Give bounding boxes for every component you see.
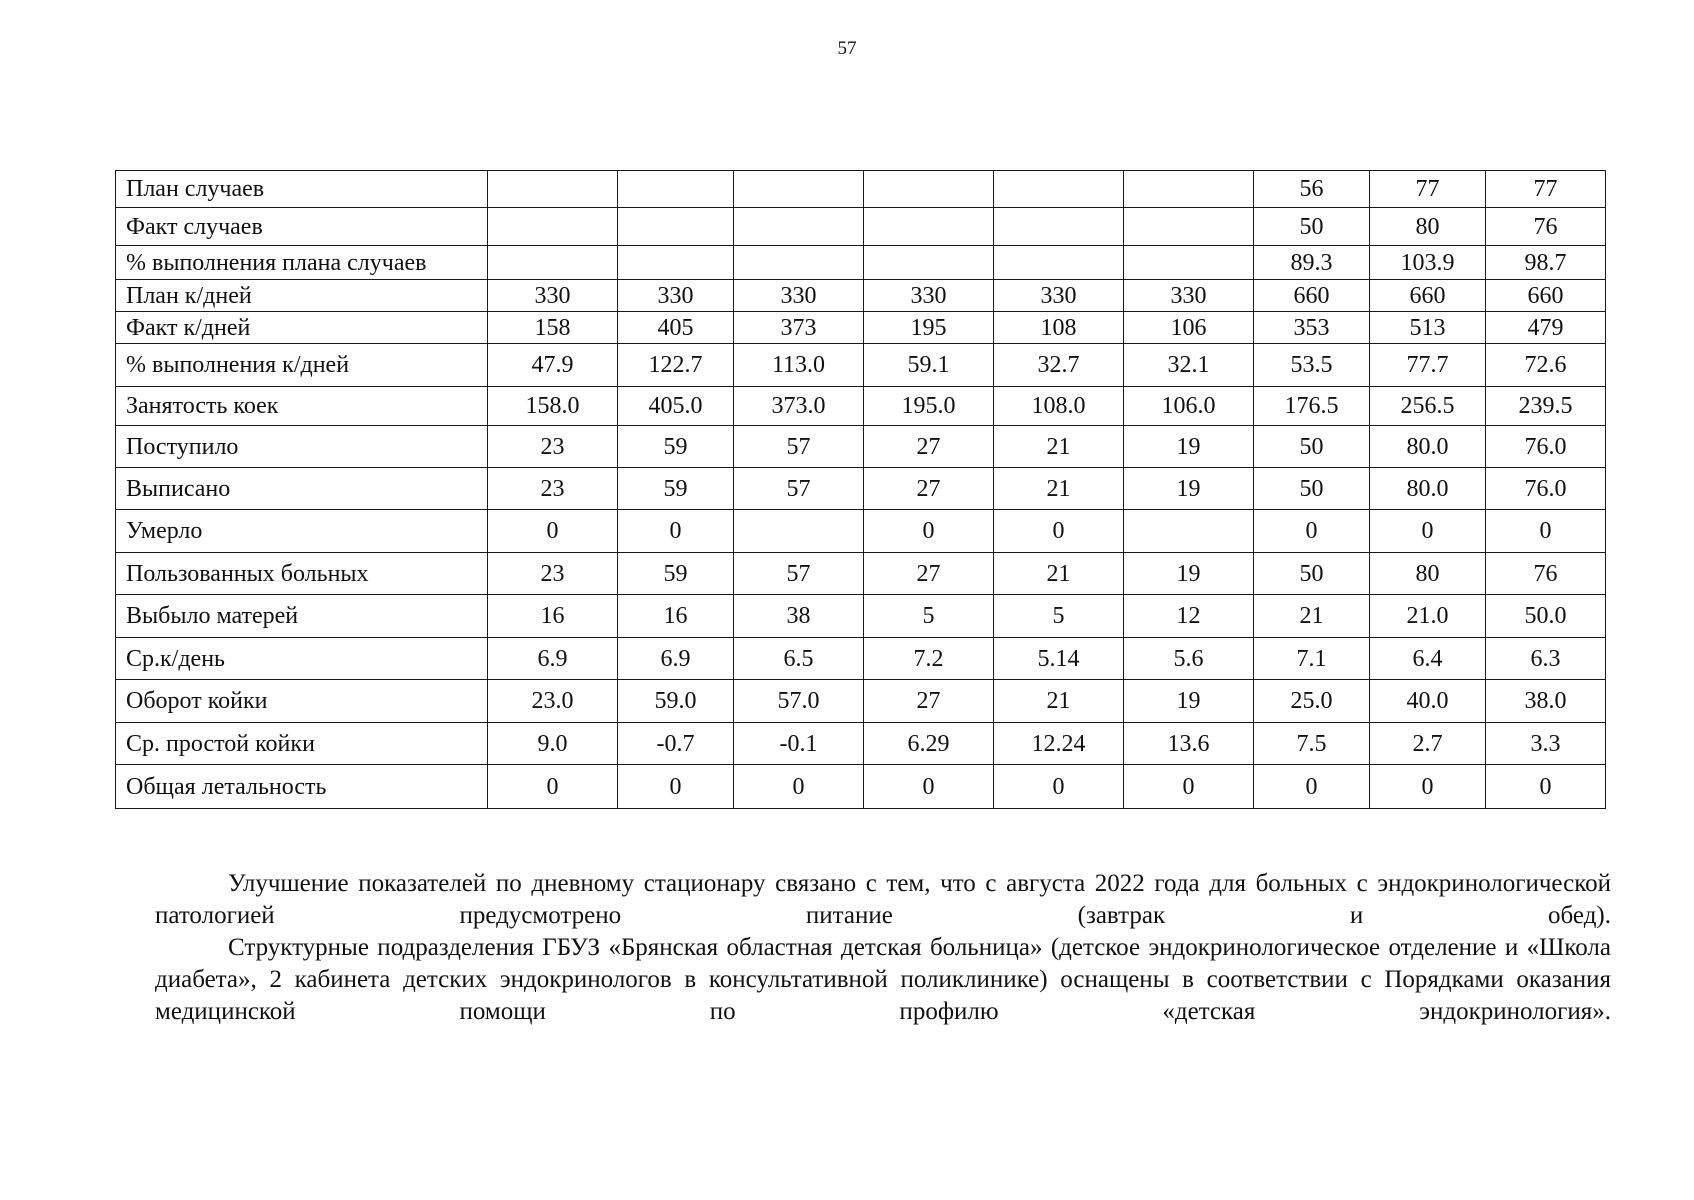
table-cell: 76.0: [1486, 468, 1606, 510]
table-row: [116, 171, 1606, 208]
table-cell: 53.5: [1254, 344, 1370, 387]
table-cell: [864, 171, 994, 208]
table-cell: 106.0: [1124, 387, 1254, 426]
table-cell: 23: [488, 468, 618, 510]
table-cell: 330: [1124, 280, 1254, 312]
table-cell: 0: [864, 510, 994, 553]
table-cell: 47.9: [488, 344, 618, 387]
table-cell: [734, 171, 864, 208]
table-cell: 122.7: [618, 344, 734, 387]
table-cell: 5.14: [994, 638, 1124, 680]
table-row: [116, 723, 1606, 765]
table-cell: [488, 246, 618, 280]
table-cell: 21: [994, 680, 1124, 723]
table-cell: -0.1: [734, 723, 864, 765]
table-cell: 89.3: [1254, 246, 1370, 280]
table-cell: 77: [1486, 171, 1606, 208]
table-cell: [488, 171, 618, 208]
table-cell: 80: [1370, 553, 1486, 595]
table-cell: 405: [618, 312, 734, 344]
table-cell: 50.0: [1486, 595, 1606, 638]
table-cell: 0: [994, 765, 1124, 809]
table-cell: [734, 246, 864, 280]
table-row: [116, 312, 1606, 344]
row-label: Оборот койки: [116, 680, 488, 723]
table-cell: 21: [1254, 595, 1370, 638]
table-cell: 16: [618, 595, 734, 638]
table-cell: 50: [1254, 208, 1370, 246]
paragraph: Улучшение показателей по дневному стационару связано с тем, что с августа 2022 года для больных с эндокринологической патологией предусмотрено питание (завтрак и обед).: [155, 870, 1611, 929]
table-cell: 19: [1124, 680, 1254, 723]
table-cell: 158: [488, 312, 618, 344]
table-cell: 176.5: [1254, 387, 1370, 426]
table-cell: 27: [864, 680, 994, 723]
table-cell: 6.9: [488, 638, 618, 680]
table-cell: 32.1: [1124, 344, 1254, 387]
table-cell: 0: [488, 510, 618, 553]
row-label: Общая летальность: [116, 765, 488, 809]
table-cell: 77: [1370, 171, 1486, 208]
table-cell: 0: [618, 510, 734, 553]
page-number: 57: [837, 38, 857, 59]
table-cell: 21.0: [1370, 595, 1486, 638]
table-cell: 239.5: [1486, 387, 1606, 426]
table-cell: 0: [734, 765, 864, 809]
table-row: [116, 426, 1606, 468]
row-label: Умерло: [116, 510, 488, 553]
table-cell: 40.0: [1370, 680, 1486, 723]
table-cell: 330: [994, 280, 1124, 312]
table-cell: 0: [1486, 510, 1606, 553]
table-cell: [1124, 510, 1254, 553]
table-cell: 56: [1254, 171, 1370, 208]
table-cell: 195.0: [864, 387, 994, 426]
row-label: План случаев: [116, 171, 488, 208]
table-cell: 0: [1254, 510, 1370, 553]
table-cell: [734, 208, 864, 246]
table-cell: 21: [994, 426, 1124, 468]
row-label: % выполнения к/дней: [116, 344, 488, 387]
table-cell: 50: [1254, 553, 1370, 595]
row-label: Факт случаев: [116, 208, 488, 246]
table-cell: 27: [864, 553, 994, 595]
row-label: Факт к/дней: [116, 312, 488, 344]
table-row: [116, 765, 1606, 809]
row-label: % выполнения плана случаев: [116, 246, 488, 280]
table-cell: 6.9: [618, 638, 734, 680]
table-cell: 479: [1486, 312, 1606, 344]
table-cell: 57: [734, 553, 864, 595]
table-cell: 59: [618, 468, 734, 510]
table-cell: 106: [1124, 312, 1254, 344]
table-cell: 6.4: [1370, 638, 1486, 680]
table-cell: 0: [488, 765, 618, 809]
table-cell: 12: [1124, 595, 1254, 638]
table-cell: [994, 171, 1124, 208]
table-cell: 57: [734, 426, 864, 468]
table-cell: 330: [488, 280, 618, 312]
table-row: [116, 680, 1606, 723]
table-cell: 12.24: [994, 723, 1124, 765]
table-row: [116, 595, 1606, 638]
table-cell: 98.7: [1486, 246, 1606, 280]
table-cell: 0: [618, 765, 734, 809]
table-cell: 59: [618, 553, 734, 595]
table-cell: 13.6: [1124, 723, 1254, 765]
table-cell: 23.0: [488, 680, 618, 723]
table-cell: 38: [734, 595, 864, 638]
table-cell: 513: [1370, 312, 1486, 344]
table-row: [116, 387, 1606, 426]
table-cell: 21: [994, 468, 1124, 510]
table-cell: 23: [488, 426, 618, 468]
table-row: [116, 280, 1606, 312]
table-cell: 50: [1254, 426, 1370, 468]
table-cell: 0: [1124, 765, 1254, 809]
table-cell: 158.0: [488, 387, 618, 426]
table-cell: 16: [488, 595, 618, 638]
table-cell: [1124, 246, 1254, 280]
table-cell: 660: [1254, 280, 1370, 312]
table-cell: 72.6: [1486, 344, 1606, 387]
body-text: [155, 868, 1611, 1028]
table-cell: 2.7: [1370, 723, 1486, 765]
table-cell: [864, 208, 994, 246]
row-label: Выбыло матерей: [116, 595, 488, 638]
row-label: Пользованных больных: [116, 553, 488, 595]
table-cell: 7.1: [1254, 638, 1370, 680]
table-row: [116, 638, 1606, 680]
row-label: План к/дней: [116, 280, 488, 312]
statistics-table: [115, 170, 1606, 809]
table-row: [116, 510, 1606, 553]
table-cell: 23: [488, 553, 618, 595]
row-label: Ср. простой койки: [116, 723, 488, 765]
table-cell: 0: [994, 510, 1124, 553]
table-cell: 80.0: [1370, 426, 1486, 468]
table-cell: 25.0: [1254, 680, 1370, 723]
table-cell: 7.5: [1254, 723, 1370, 765]
table-cell: [994, 208, 1124, 246]
table-cell: 77.7: [1370, 344, 1486, 387]
table-cell: 59.0: [618, 680, 734, 723]
table-cell: 660: [1486, 280, 1606, 312]
table-cell: 6.3: [1486, 638, 1606, 680]
row-label: Ср.к/день: [116, 638, 488, 680]
table-cell: 59: [618, 426, 734, 468]
table-cell: 27: [864, 468, 994, 510]
table-cell: 3.3: [1486, 723, 1606, 765]
table-row: [116, 208, 1606, 246]
table-cell: 19: [1124, 426, 1254, 468]
table-cell: 32.7: [994, 344, 1124, 387]
table-cell: [994, 246, 1124, 280]
table-cell: 373: [734, 312, 864, 344]
table-row: [116, 553, 1606, 595]
table-cell: 59.1: [864, 344, 994, 387]
table-cell: 6.29: [864, 723, 994, 765]
table-cell: 103.9: [1370, 246, 1486, 280]
table-cell: 5: [864, 595, 994, 638]
table-cell: 256.5: [1370, 387, 1486, 426]
table-cell: 57.0: [734, 680, 864, 723]
table-cell: 6.5: [734, 638, 864, 680]
table-body: [116, 171, 1606, 809]
table-cell: [734, 510, 864, 553]
table-cell: 19: [1124, 553, 1254, 595]
table-cell: [864, 246, 994, 280]
table-row: [116, 246, 1606, 280]
table-cell: 0: [1486, 765, 1606, 809]
table-cell: 76.0: [1486, 426, 1606, 468]
table-cell: 195: [864, 312, 994, 344]
table-cell: [618, 208, 734, 246]
table-cell: 108: [994, 312, 1124, 344]
table-cell: 7.2: [864, 638, 994, 680]
table-cell: 0: [1254, 765, 1370, 809]
table-cell: 80: [1370, 208, 1486, 246]
table-cell: 50: [1254, 468, 1370, 510]
table-cell: 660: [1370, 280, 1486, 312]
table-cell: 0: [1370, 765, 1486, 809]
table-cell: [1124, 171, 1254, 208]
table-cell: 5.6: [1124, 638, 1254, 680]
table-cell: [618, 171, 734, 208]
table-cell: 330: [618, 280, 734, 312]
table-cell: 5: [994, 595, 1124, 638]
table-cell: 113.0: [734, 344, 864, 387]
table-cell: 330: [864, 280, 994, 312]
table-cell: 373.0: [734, 387, 864, 426]
table-cell: [1124, 208, 1254, 246]
table-cell: 27: [864, 426, 994, 468]
table-cell: -0.7: [618, 723, 734, 765]
row-label: Выписано: [116, 468, 488, 510]
table-cell: 330: [734, 280, 864, 312]
table-cell: 38.0: [1486, 680, 1606, 723]
table-cell: 21: [994, 553, 1124, 595]
table-row: [116, 468, 1606, 510]
table-cell: 9.0: [488, 723, 618, 765]
table-cell: 76: [1486, 553, 1606, 595]
table-cell: 0: [1370, 510, 1486, 553]
table-cell: 19: [1124, 468, 1254, 510]
table-cell: 80.0: [1370, 468, 1486, 510]
row-label: Поступило: [116, 426, 488, 468]
table-cell: 108.0: [994, 387, 1124, 426]
row-label: Занятость коек: [116, 387, 488, 426]
table-cell: [618, 246, 734, 280]
table-row: [116, 344, 1606, 387]
table-cell: [488, 208, 618, 246]
table-cell: 0: [864, 765, 994, 809]
table-cell: 405.0: [618, 387, 734, 426]
paragraph: Структурные подразделения ГБУЗ «Брянская областная детская больница» (детское эндокринологическое отделение и «Школа диабета», 2 кабинета детских эндокринологов в консультативной поликлинике) оснащены в соответствии с Порядками оказания медицинской помощи по профилю «детская эндокринология».: [155, 934, 1611, 1025]
table-cell: 76: [1486, 208, 1606, 246]
table-cell: 353: [1254, 312, 1370, 344]
table-cell: 57: [734, 468, 864, 510]
